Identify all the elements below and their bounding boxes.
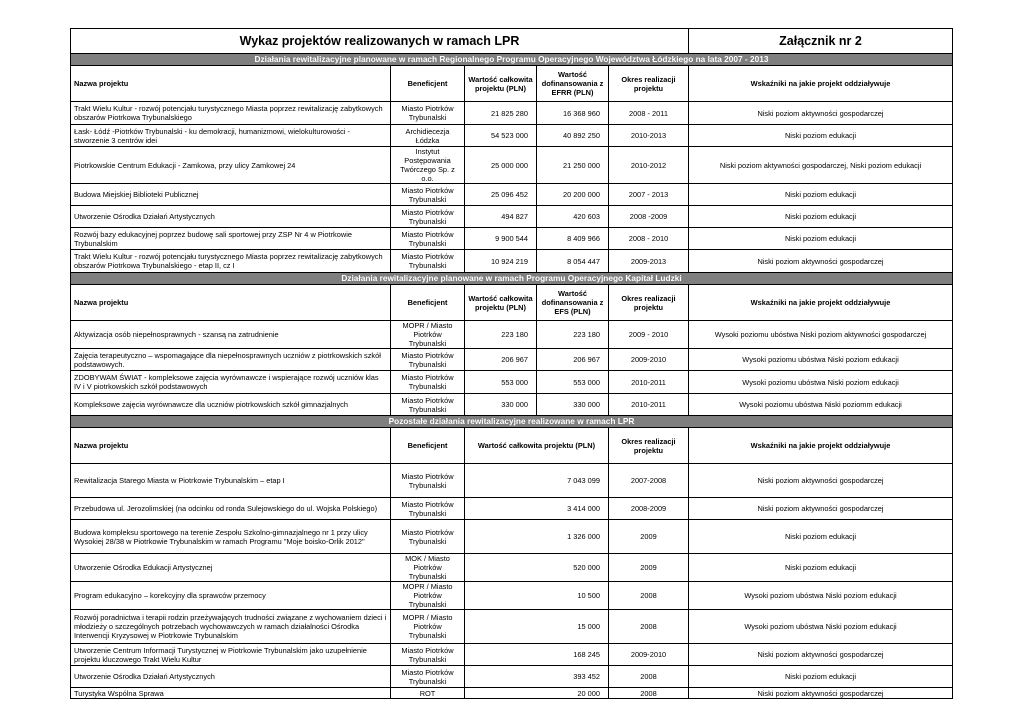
beneficiary-cell: Miasto Piotrków Trybunalski	[391, 394, 465, 416]
beneficiary-cell: Miasto Piotrków Trybunalski	[391, 228, 465, 250]
section-heading: Działania rewitalizacyjne planowane w ramach Programu Operacyjnego Kapitał Ludzki	[71, 273, 953, 285]
period-cell: 2008 - 2010	[609, 228, 689, 250]
total-value-cell: 25 000 000	[465, 147, 537, 184]
beneficiary-cell: Miasto Piotrków Trybunalski	[391, 206, 465, 228]
indicators-cell: Niski poziom edukacji	[689, 520, 953, 554]
project-name-cell: Przebudowa ul. Jerozolimskiej (na odcinku od ronda Sulejowskiego do ul. Wojska Polskiego)	[71, 498, 391, 520]
indicators-cell: Wysoki poziom ubóstwa Niski poziom edukacji	[689, 582, 953, 610]
indicators-cell: Wysoki poziomu ubóstwa Niski poziomm edukacji	[689, 394, 953, 416]
indicators-cell: Niski poziom edukacji	[689, 228, 953, 250]
indicators-cell: Niski poziom edukacji	[689, 125, 953, 147]
period-cell: 2008	[609, 582, 689, 610]
indicators-cell: Wysoki poziomu ubóstwa Niski poziom aktywności gospodarczej	[689, 321, 953, 349]
period-cell: 2009-2010	[609, 349, 689, 371]
column-header: Wartość całkowita projektu (PLN)	[465, 428, 609, 464]
column-header: Wartość dofinansowania z EFS (PLN)	[537, 285, 609, 321]
total-value-cell: 330 000	[465, 394, 537, 416]
project-name-cell: Zajęcia terapeutyczno – wspomagające dla niepełnosprawnych uczniów z piotrkowskich szkół podstawowych.	[71, 349, 391, 371]
period-cell: 2008	[609, 610, 689, 644]
project-name-cell: Utworzenie Ośrodka Działań Artystycznych	[71, 206, 391, 228]
column-header: Wskaźniki na jakie projekt oddziaływuje	[689, 285, 953, 321]
project-name-cell: Utworzenie Ośrodka Edukacji Artystycznej	[71, 554, 391, 582]
indicators-cell: Niski poziom aktywności gospodarczej	[689, 250, 953, 273]
indicators-cell: Wysoki poziom ubóstwa Niski poziom edukacji	[689, 610, 953, 644]
total-value-cell: 1 326 000	[465, 520, 609, 554]
table-row	[71, 206, 953, 228]
table-row	[71, 498, 953, 520]
project-name-cell: Trakt Wielu Kultur - rozwój potencjału turystycznego Miasta poprzez rewitalizację zabytkowych obszarów Piotrkowa Trybunalskiego	[71, 102, 391, 125]
indicators-cell: Niski poziom edukacji	[689, 554, 953, 582]
total-value-cell: 3 414 000	[465, 498, 609, 520]
total-value-cell: 520 000	[465, 554, 609, 582]
beneficiary-cell: MOPR / Miasto Piotrków Trybunalski	[391, 321, 465, 349]
indicators-cell: Niski poziom aktywności gospodarczej	[689, 688, 953, 699]
project-name-cell: Utworzenie Centrum Informacji Turystycznej w Piotrkowie Trybunalskim jako uzupełnienie projektu kluczowego Trakt Wielu Kultur	[71, 644, 391, 666]
beneficiary-cell: Miasto Piotrków Trybunalski	[391, 184, 465, 206]
project-name-cell: Piotrkowskie Centrum Edukacji - Zamkowa, przy ulicy Zamkowej 24	[71, 147, 391, 184]
section-3-column-headers	[71, 428, 953, 464]
cofinancing-value-cell: 40 892 250	[537, 125, 609, 147]
beneficiary-cell: MOPR / Miasto Piotrków Trybunalski	[391, 610, 465, 644]
table-row	[71, 582, 953, 610]
column-header: Okres realizacji projektu	[609, 285, 689, 321]
total-value-cell: 21 825 280	[465, 102, 537, 125]
period-cell: 2007 - 2013	[609, 184, 689, 206]
document-title: Wykaz projektów realizowanych w ramach LPR	[71, 29, 689, 54]
table-row	[71, 666, 953, 688]
indicators-cell: Niski poziom edukacji	[689, 206, 953, 228]
beneficiary-cell: MOK / Miasto Piotrków Trybunalski	[391, 554, 465, 582]
project-name-cell: Rozwój poradnictwa i terapii rodzin przeżywających trudności związane z wychowaniem dzieci i młodzieży o szczególnych potrzebach wychowawczych w ramach działalności Ośrodka Interwencji Kryzysowej w Piotrkowie Trybunalskim	[71, 610, 391, 644]
cofinancing-value-cell: 20 200 000	[537, 184, 609, 206]
period-cell: 2010-2011	[609, 371, 689, 394]
total-value-cell: 223 180	[465, 321, 537, 349]
project-name-cell: Łask- Łódź -Piotrków Trybunalski - ku demokracji, humanizmowi, wielokulturowości - stworzenie 3 centrów idei	[71, 125, 391, 147]
project-name-cell: Budowa kompleksu sportowego na terenie Zespołu Szkolno-gimnazjalnego nr 1 przy ulicy Wysokiej 28/38 w Piotrkowie Trybunalskim w ramach Programu "Moje boisko-Orlik 2012"	[71, 520, 391, 554]
beneficiary-cell: Miasto Piotrków Trybunalski	[391, 520, 465, 554]
period-cell: 2008-2009	[609, 498, 689, 520]
project-name-cell: Program edukacyjno – korekcyjny dla sprawców przemocy	[71, 582, 391, 610]
column-header: Wskaźniki na jakie projekt oddziaływuje	[689, 428, 953, 464]
section-3-heading-row	[71, 416, 953, 428]
column-header: Beneficjent	[391, 428, 465, 464]
cofinancing-value-cell: 8 409 966	[537, 228, 609, 250]
beneficiary-cell: Miasto Piotrków Trybunalski	[391, 371, 465, 394]
period-cell: 2008 -2009	[609, 206, 689, 228]
period-cell: 2008 - 2011	[609, 102, 689, 125]
beneficiary-cell: Miasto Piotrków Trybunalski	[391, 644, 465, 666]
cofinancing-value-cell: 553 000	[537, 371, 609, 394]
period-cell: 2009 - 2010	[609, 321, 689, 349]
beneficiary-cell: Miasto Piotrków Trybunalski	[391, 349, 465, 371]
indicators-cell: Wysoki poziomu ubóstwa Niski poziom edukacji	[689, 349, 953, 371]
table-row	[71, 349, 953, 371]
period-cell: 2009	[609, 520, 689, 554]
cofinancing-value-cell: 420 603	[537, 206, 609, 228]
beneficiary-cell: Miasto Piotrków Trybunalski	[391, 250, 465, 273]
project-name-cell: Kompleksowe zajęcia wyrównawcze dla uczniów piotrkowskich szkół gimnazjalnych	[71, 394, 391, 416]
indicators-cell: Niski poziom aktywności gospodarczej, Niski poziom edukacji	[689, 147, 953, 184]
table-row	[71, 147, 953, 184]
project-name-cell: Trakt Wielu Kultur - rozwój potencjału turystycznego Miasta poprzez rewitalizację zabytkowych obszarów Piotrkowa Trybunalskiego - etap II, cz I	[71, 250, 391, 273]
period-cell: 2007-2008	[609, 464, 689, 498]
table-row	[71, 250, 953, 273]
total-value-cell: 7 043 099	[465, 464, 609, 498]
table-row	[71, 464, 953, 498]
beneficiary-cell: Instytut Postępowania Twórczego Sp. z o.o.	[391, 147, 465, 184]
period-cell: 2009-2010	[609, 644, 689, 666]
beneficiary-cell: Miasto Piotrków Trybunalski	[391, 666, 465, 688]
period-cell: 2010-2013	[609, 125, 689, 147]
period-cell: 2010-2011	[609, 394, 689, 416]
total-value-cell: 20 000	[465, 688, 609, 699]
project-name-cell: ZDOBYWAM ŚWIAT - kompleksowe zajęcia wyrównawcze i wspierające rozwój uczniów klas IV i V piotrkowskich szkół podstawowych	[71, 371, 391, 394]
table-row	[71, 394, 953, 416]
period-cell: 2008	[609, 666, 689, 688]
total-value-cell: 494 827	[465, 206, 537, 228]
project-name-cell: Turystyka Wspólna Sprawa	[71, 688, 391, 699]
section-2-heading-row	[71, 273, 953, 285]
column-header: Beneficjent	[391, 285, 465, 321]
beneficiary-cell: Miasto Piotrków Trybunalski	[391, 464, 465, 498]
period-cell: 2010-2012	[609, 147, 689, 184]
attachment-label: Załącznik nr 2	[689, 29, 953, 54]
table-row	[71, 184, 953, 206]
beneficiary-cell: ROT	[391, 688, 465, 699]
section-heading: Pozostałe działania rewitalizacyjne realizowane w ramach LPR	[71, 416, 953, 428]
total-value-cell: 15 000	[465, 610, 609, 644]
column-header: Nazwa projektu	[71, 66, 391, 102]
section-1-heading-row	[71, 54, 953, 66]
table-row	[71, 102, 953, 125]
period-cell: 2009	[609, 554, 689, 582]
total-value-cell: 9 900 544	[465, 228, 537, 250]
table-row	[71, 554, 953, 582]
total-value-cell: 206 967	[465, 349, 537, 371]
column-header: Okres realizacji projektu	[609, 66, 689, 102]
table-row	[71, 644, 953, 666]
column-header: Wartość całkowita projektu (PLN)	[465, 285, 537, 321]
table-row	[71, 610, 953, 644]
indicators-cell: Niski poziom aktywności gospodarczej	[689, 644, 953, 666]
cofinancing-value-cell: 16 368 960	[537, 102, 609, 125]
column-header: Beneficjent	[391, 66, 465, 102]
table-row	[71, 520, 953, 554]
total-value-cell: 10 500	[465, 582, 609, 610]
section-2-column-headers	[71, 285, 953, 321]
indicators-cell: Niski poziom aktywności gospodarczej	[689, 498, 953, 520]
project-name-cell: Utworzenie Ośrodka Działań Artystycznych	[71, 666, 391, 688]
indicators-cell: Niski poziom edukacji	[689, 184, 953, 206]
column-header: Nazwa projektu	[71, 428, 391, 464]
cofinancing-value-cell: 330 000	[537, 394, 609, 416]
total-value-cell: 553 000	[465, 371, 537, 394]
table-row	[71, 125, 953, 147]
table-row	[71, 371, 953, 394]
column-header: Nazwa projektu	[71, 285, 391, 321]
title-row	[71, 29, 953, 54]
beneficiary-cell: Miasto Piotrków Trybunalski	[391, 498, 465, 520]
indicators-cell: Wysoki poziomu ubóstwa Niski poziom edukacji	[689, 371, 953, 394]
cofinancing-value-cell: 21 250 000	[537, 147, 609, 184]
column-header: Wartość całkowita projektu (PLN)	[465, 66, 537, 102]
section-1-column-headers	[71, 66, 953, 102]
beneficiary-cell: MOPR / Miasto Piotrków Trybunalski	[391, 582, 465, 610]
period-cell: 2009-2013	[609, 250, 689, 273]
cofinancing-value-cell: 223 180	[537, 321, 609, 349]
project-name-cell: Budowa Miejskiej Biblioteki Publicznej	[71, 184, 391, 206]
table-row	[71, 228, 953, 250]
document-sheet	[70, 28, 952, 699]
total-value-cell: 25 096 452	[465, 184, 537, 206]
table-row	[71, 688, 953, 699]
indicators-cell: Niski poziom edukacji	[689, 666, 953, 688]
column-header: Wskaźniki na jakie projekt oddziaływuje	[689, 66, 953, 102]
project-name-cell: Rewitalizacja Starego Miasta w Piotrkowie Trybunalskim – etap I	[71, 464, 391, 498]
total-value-cell: 10 924 219	[465, 250, 537, 273]
projects-table	[70, 28, 953, 699]
project-name-cell: Aktywizacja osób niepełnosprawnych - szansą na zatrudnienie	[71, 321, 391, 349]
project-name-cell: Rozwój bazy edukacyjnej poprzez budowę sali sportowej przy ZSP Nr 4 w Piotrkowie Trybunalskim	[71, 228, 391, 250]
indicators-cell: Niski poziom aktywności gospodarczej	[689, 464, 953, 498]
period-cell: 2008	[609, 688, 689, 699]
indicators-cell: Niski poziom aktywności gospodarczej	[689, 102, 953, 125]
total-value-cell: 168 245	[465, 644, 609, 666]
projects-table-body	[71, 29, 953, 699]
cofinancing-value-cell: 206 967	[537, 349, 609, 371]
column-header: Okres realizacji projektu	[609, 428, 689, 464]
beneficiary-cell: Miasto Piotrków Trybunalski	[391, 102, 465, 125]
section-heading: Działania rewitalizacyjne planowane w ramach Regionalnego Programu Operacyjnego Województwa Łódzkiego na lata 2007 - 2013	[71, 54, 953, 66]
total-value-cell: 54 523 000	[465, 125, 537, 147]
cofinancing-value-cell: 8 054 447	[537, 250, 609, 273]
total-value-cell: 393 452	[465, 666, 609, 688]
column-header: Wartość dofinansowania z EFRR (PLN)	[537, 66, 609, 102]
table-row	[71, 321, 953, 349]
beneficiary-cell: Archidiecezja Łódzka	[391, 125, 465, 147]
